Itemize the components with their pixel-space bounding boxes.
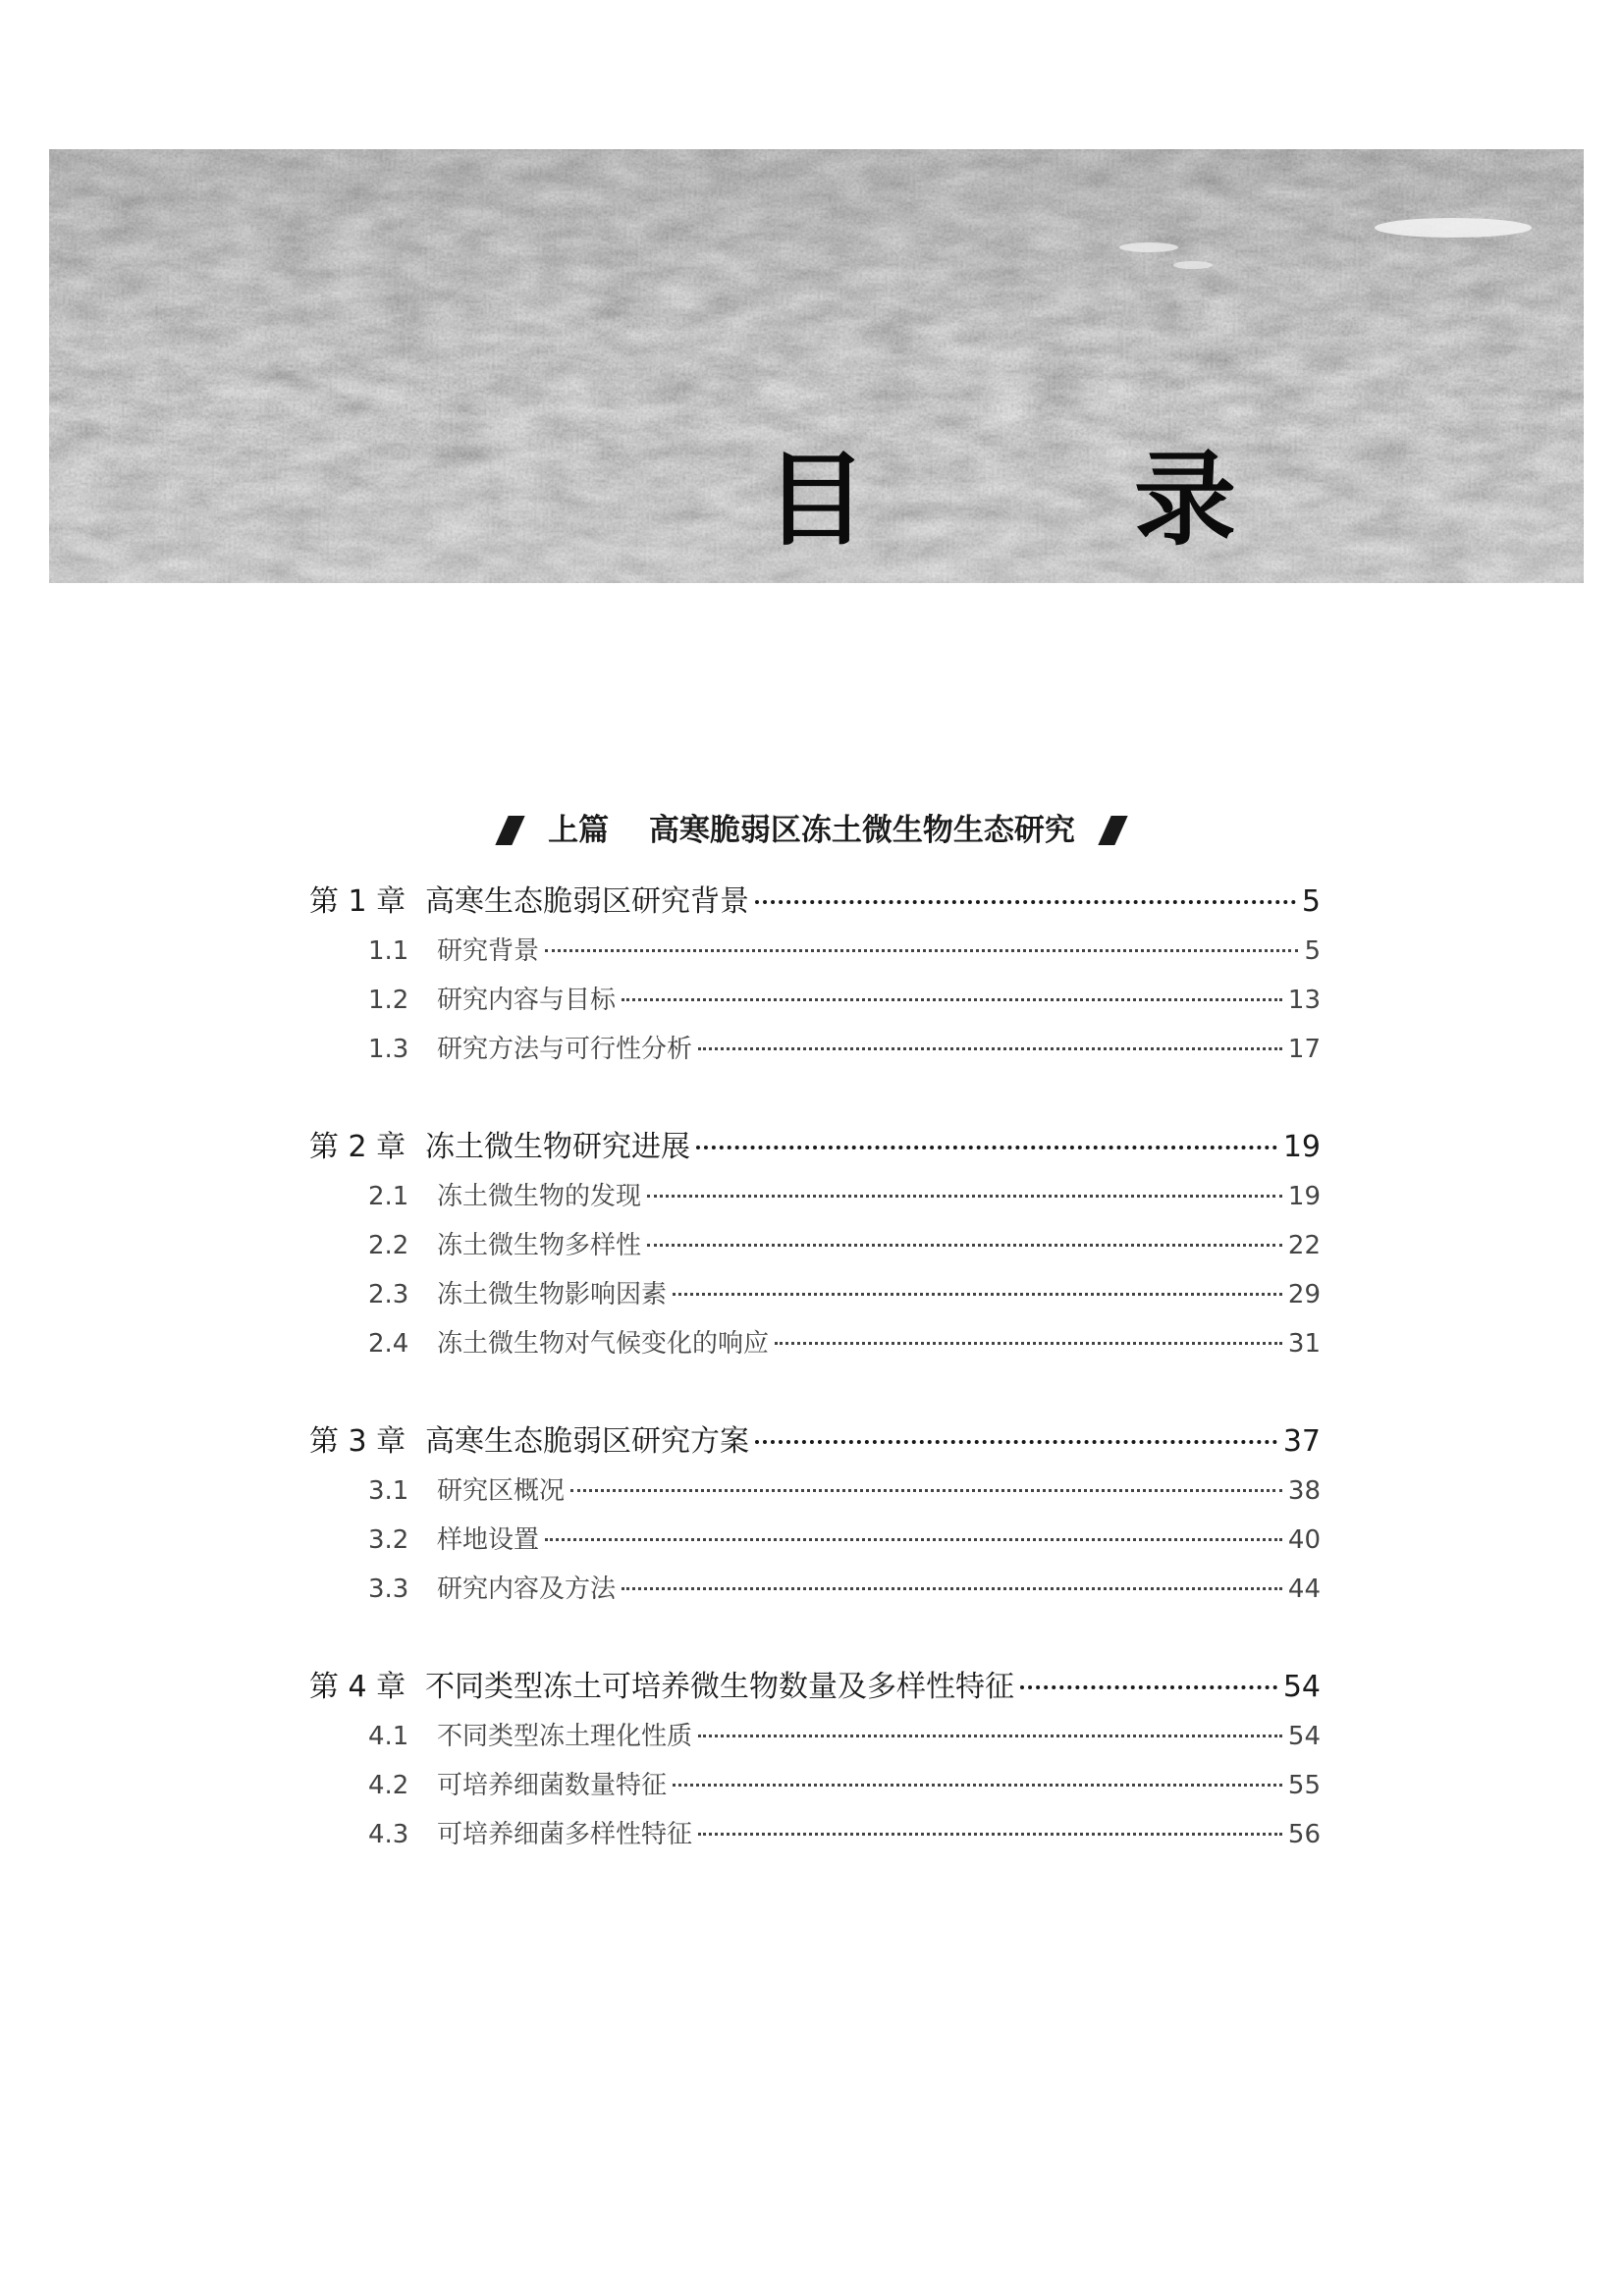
part-heading [0, 808, 1623, 853]
part-title [548, 813, 1075, 848]
dot-leader [698, 1735, 1282, 1737]
chapter-title: 高寒生态脆弱区研究方案 [425, 1424, 749, 1459]
dot-leader [775, 1342, 1282, 1345]
chapter-block [309, 878, 1321, 1074]
chapter-title: 高寒生态脆弱区研究背景 [425, 884, 749, 919]
section-entry[interactable] [309, 927, 1321, 976]
header-banner-image [49, 149, 1584, 583]
chapter-title: 冻土微生物研究进展 [425, 1130, 690, 1164]
chapter-number: 第 2 章 [309, 1130, 406, 1164]
section-entry[interactable] [309, 1172, 1321, 1221]
section-number: 1.3 [368, 1035, 409, 1064]
page-number: 17 [1287, 1035, 1321, 1064]
page-number: 54 [1282, 1670, 1321, 1704]
slash-ornament-right [1098, 816, 1127, 845]
section-number: 2.4 [368, 1329, 409, 1359]
dot-leader [647, 1244, 1282, 1247]
section-number: 3.3 [368, 1575, 409, 1604]
dot-leader [698, 1047, 1282, 1050]
toc-title: 目 录 [764, 439, 1319, 560]
chapter-number: 第 4 章 [309, 1670, 406, 1704]
page-number: 37 [1282, 1424, 1321, 1459]
section-entry[interactable] [309, 1025, 1321, 1074]
section-title: 研究内容及方法 [437, 1575, 617, 1604]
page-number: 29 [1287, 1280, 1321, 1309]
section-number: 1.1 [368, 936, 409, 966]
dot-leader [622, 998, 1282, 1001]
section-number: 2.2 [368, 1231, 409, 1260]
chapter-entry[interactable] [309, 878, 1321, 927]
section-number: 2.3 [368, 1280, 409, 1309]
chapter-title: 不同类型冻土可培养微生物数量及多样性特征 [425, 1670, 1014, 1704]
chapter-number: 第 3 章 [309, 1424, 406, 1459]
table-of-contents [309, 878, 1321, 1908]
page-number: 5 [1301, 884, 1321, 919]
chapter-entry[interactable] [309, 1123, 1321, 1172]
page-number: 38 [1287, 1476, 1321, 1506]
section-title: 冻土微生物的发现 [437, 1182, 642, 1211]
page-number: 22 [1287, 1231, 1321, 1260]
page-number: 19 [1282, 1130, 1321, 1164]
section-title: 冻土微生物影响因素 [437, 1280, 668, 1309]
section-title: 不同类型冻土理化性质 [437, 1722, 693, 1751]
chapter-block [309, 1663, 1321, 1859]
section-number: 4.3 [368, 1820, 409, 1849]
page-number: 55 [1287, 1771, 1321, 1800]
dot-leader [696, 1146, 1277, 1149]
page-number: 54 [1287, 1722, 1321, 1751]
page-number: 5 [1304, 936, 1321, 966]
dot-leader [545, 1538, 1282, 1541]
section-entry[interactable] [309, 1221, 1321, 1270]
section-title: 可培养细菌数量特征 [437, 1771, 668, 1800]
dot-leader [673, 1784, 1282, 1787]
section-number: 1.2 [368, 986, 409, 1015]
section-entry[interactable] [309, 976, 1321, 1025]
section-entry[interactable] [309, 1810, 1321, 1859]
dot-leader [673, 1293, 1282, 1296]
page-number: 19 [1287, 1182, 1321, 1211]
section-title: 研究背景 [437, 936, 540, 966]
dot-leader [698, 1833, 1282, 1836]
slash-ornament-left [495, 816, 524, 845]
dot-leader [755, 900, 1296, 904]
dot-leader [647, 1195, 1282, 1198]
section-number: 3.2 [368, 1525, 409, 1555]
section-entry[interactable] [309, 1270, 1321, 1319]
page-number: 31 [1287, 1329, 1321, 1359]
dot-leader [570, 1489, 1282, 1492]
section-title: 样地设置 [437, 1525, 540, 1555]
section-entry[interactable] [309, 1712, 1321, 1761]
section-title: 可培养细菌多样性特征 [437, 1820, 693, 1849]
part-label: 上篇 [548, 813, 610, 848]
chapter-entry[interactable] [309, 1417, 1321, 1467]
section-number: 4.2 [368, 1771, 409, 1800]
page-number: 40 [1287, 1525, 1321, 1555]
section-title: 冻土微生物对气候变化的响应 [437, 1329, 770, 1359]
section-number: 3.1 [368, 1476, 409, 1506]
section-entry[interactable] [309, 1565, 1321, 1614]
dot-leader [545, 949, 1298, 952]
page-number: 44 [1287, 1575, 1321, 1604]
dot-leader [622, 1587, 1282, 1590]
section-number: 4.1 [368, 1722, 409, 1751]
section-title: 研究方法与可行性分析 [437, 1035, 693, 1064]
page-number: 56 [1287, 1820, 1321, 1849]
section-entry[interactable] [309, 1516, 1321, 1565]
chapter-block [309, 1123, 1321, 1368]
chapter-entry[interactable] [309, 1663, 1321, 1712]
section-entry[interactable] [309, 1319, 1321, 1368]
section-title: 研究内容与目标 [437, 986, 617, 1015]
page-number: 13 [1287, 986, 1321, 1015]
section-title: 冻土微生物多样性 [437, 1231, 642, 1260]
chapter-block [309, 1417, 1321, 1614]
dot-leader [1020, 1685, 1277, 1689]
dot-leader [755, 1440, 1277, 1444]
chapter-number: 第 1 章 [309, 884, 406, 919]
section-title: 研究区概况 [437, 1476, 566, 1506]
part-name: 高寒脆弱区冻土微生物生态研究 [648, 813, 1075, 848]
section-entry[interactable] [309, 1761, 1321, 1810]
section-entry[interactable] [309, 1467, 1321, 1516]
section-number: 2.1 [368, 1182, 409, 1211]
